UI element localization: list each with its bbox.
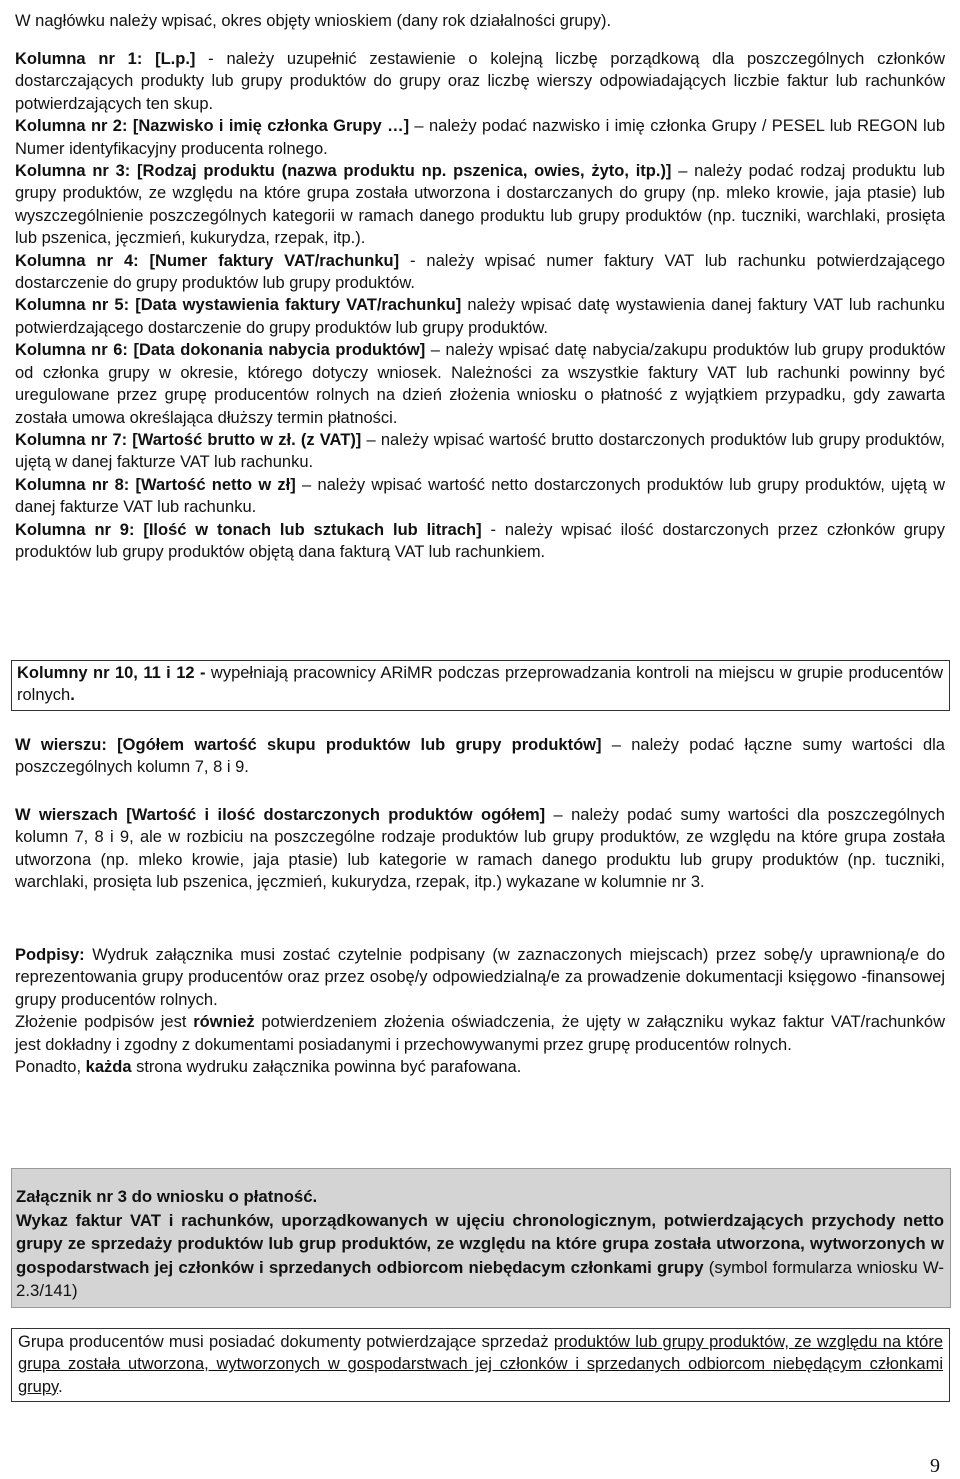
signatures-heading: Podpisy: [15,946,85,964]
signatures-paragraph: Podpisy: Wydruk załącznika musi zostać czytelnie podpisany (w zaznaczonych miejscach) przez sobę/y uprawnioną/e do reprezentowania grupy producentów oraz przez osobę/y odpowiedzialną/e za prowadzenie dokumentacji księgowo -finansowej grupy producentów rolnych. [15,946,945,1009]
documents-notice-text: Grupa producentów musi posiadać dokumenty potwierdzające sprzedaż produktów lub grupy produktów, ze względu na które grupa została utworzona, wytworzonych w gospodarstwach jej członków i sprzedanych odbiorcom niebędącym członkami grupy. [18,1333,943,1396]
column-9-instruction: Kolumna nr 9: [Ilość w tonach lub sztukach lub litrach] - należy wpisać ilość dostarczonych przez członków grupy produktów lub grupy produktów objętą dana fakturą VAT lub rachunkiem. [15,520,945,561]
column-3-instruction: Kolumna nr 3: [Rodzaj produktu (nazwa produktu np. pszenica, owies, żyto, itp.)] – należy podać rodzaj produktu lub grupy produktów, ze względu na które grupa została utworzona i dostarczanych do grupy (np. mleko krowie, jaja ptasie) lub wyszczególnienie poszczególnych kategorii w ramach danego produktu lub grupy produktów (np. tuczniki, warchlaki, prosięta lub pszenica, jęczmień, kukurydza, rzepak, itp.). [15,162,945,248]
column-6-instruction: Kolumna nr 6: [Data dokonania nabycia produktów] – należy wpisać datę nabycia/zakupu produktów lub grupy produktów od członka grupy w okresie, którego dotyczy wniosek. Należności za wszystkie faktury VAT lub rachunki powinny być uregulowane przez grupę producentów rolnych na dzień złożenia wniosku o płatność z wyjątkiem przypadku, gdy zawarta została umowa określająca dłuższy termin płatności. [15,341,945,427]
arimr-columns-box [11,660,950,711]
total-row-instruction: W wierszu: [Ogółem wartość skupu produktów lub grupy produktów] – należy podać łączne sumy wartości dla poszczególnych kolumn 7, 8 i 9. [15,736,945,777]
column-1-instruction: Kolumna nr 1: [L.p.] - należy uzupełnić zestawienie o kolejną liczbę porządkową dla poszczególnych członków dostarczających produkty lub grupy produktów do grupy oraz liczbę wierszy odpowiadających liczbie faktur lub rachunków potwierdzających ten skup. [15,50,945,113]
column-4-heading: Kolumna nr 4: [Numer faktury VAT/rachunku] [15,251,400,270]
column-3-heading: Kolumna nr 3: [Rodzaj produktu (nazwa produktu np. pszenica, owies, żyto, itp.)] [15,162,672,181]
signatures-section [15,944,945,1078]
column-5-heading: Kolumna nr 5: [Data wystawienia faktury VAT/rachunku] [15,296,462,315]
total-row-heading: W wierszu: [Ogółem wartość skupu produktów lub grupy produktów] [15,736,602,754]
column-7-heading: Kolumna nr 7: [Wartość brutto w zł. (z VAT)] [15,430,362,449]
column-instructions [15,48,945,563]
header-instruction: W nagłówku należy wpisać, okres objęty wnioskiem (dany rok działalności grupy). [15,12,612,30]
column-8-heading: Kolumna nr 8: [Wartość netto w zł] [15,475,296,494]
column-1-heading: Kolumna nr 1: [L.p.] [15,50,196,68]
column-2-heading: Kolumna nr 2: [Nazwisko i imię członka Grupy …] [15,117,410,136]
column-9-heading: Kolumna nr 9: [Ilość w tonach lub sztukach lub litrach] [15,520,482,539]
signatures-confirmation: Złożenie podpisów jest również potwierdzeniem złożenia oświadczenia, że ujęty w załączniku wykaz faktur VAT/rachunków jest dokładny i zgodny z dokumentami posiadanymi i przechowywanymi przez grupę producentów rolnych. [15,1013,945,1054]
column-7-instruction: Kolumna nr 7: [Wartość brutto w zł. (z VAT)] – należy wpisać wartość brutto dostarczonych produktów lub grupy produktów, ujętą w danej fakturze VAT lub rachunku. [15,430,945,472]
column-4-instruction: Kolumna nr 4: [Numer faktury VAT/rachunku] - należy wpisać numer faktury VAT lub rachunku potwierdzającego dostarczenie do grupy produktów lub grupy produktów. [15,251,945,293]
signatures-initials-note: Ponadto, każda strona wydruku załącznika powinna być parafowana. [15,1058,522,1077]
form-symbol: (symbol formularza wniosku W-2.3/141) [16,1257,944,1300]
arimr-columns-text: Kolumny nr 10, 11 i 12 - wypełniają pracownicy ARiMR podczas przeprowadzania kontroli na miejscu w grupie producentów rolnych. [17,664,943,705]
product-totals-heading: W wierszach [Wartość i ilość dostarczonych produktów ogółem] [15,806,546,824]
column-8-instruction: Kolumna nr 8: [Wartość netto w zł] – należy wpisać wartość netto dostarczonych produktów lub grupy produktów, ujętą w danej fakturze VAT lub rachunku. [15,475,945,517]
documents-notice-box [11,1328,950,1402]
attachment-title: Wykaz faktur VAT i rachunków, uporządkowanych w ujęciu chronologicznym, potwierdzających przychody netto grupy ze sprzedaży produktów lub grup produktów, ze względu na które grupa została utworzona, wytworzonych w gospodarstwach jej członków i sprzedanych odbiorcom niebędacym członkami grupy (symbol formularza wniosku W-2.3/141) [16,1210,944,1300]
column-2-instruction: Kolumna nr 2: [Nazwisko i imię członka Grupy …] – należy podać nazwisko i imię członka Grupy / PESEL lub REGON lub Numer identyfikacyjny producenta rolnego. [15,117,945,158]
column-6-heading: Kolumna nr 6: [Data dokonania nabycia produktów] [15,341,426,360]
attachment-header-box [11,1168,951,1308]
product-totals-instruction: W wierszach [Wartość i ilość dostarczonych produktów ogółem] – należy podać sumy wartości dla poszczególnych kolumn 7, 8 i 9, ale w rozbiciu na poszczególne rodzaje produktów lub grupy produktów, ze względu na które grupa została utworzona (np. mleko krowie, jaja ptasie) lub kategorie w ramach danego produktu lub grupy produktów (np. tuczniki, warchlaki, prosięta lub pszenica, jęczmień, kukurydza, rzepak, itp.) wykazane w kolumnie nr 3. [15,806,945,892]
attachment-label: Załącznik nr 3 do wniosku o płatność. [16,1187,318,1206]
page-number: 9 [930,1455,940,1477]
column-5-instruction: Kolumna nr 5: [Data wystawienia faktury VAT/rachunku] należy wpisać datę wystawienia danej faktury VAT lub rachunku potwierdzającego dostarczenie do grupy produktów lub grupy produktów. [15,296,945,337]
